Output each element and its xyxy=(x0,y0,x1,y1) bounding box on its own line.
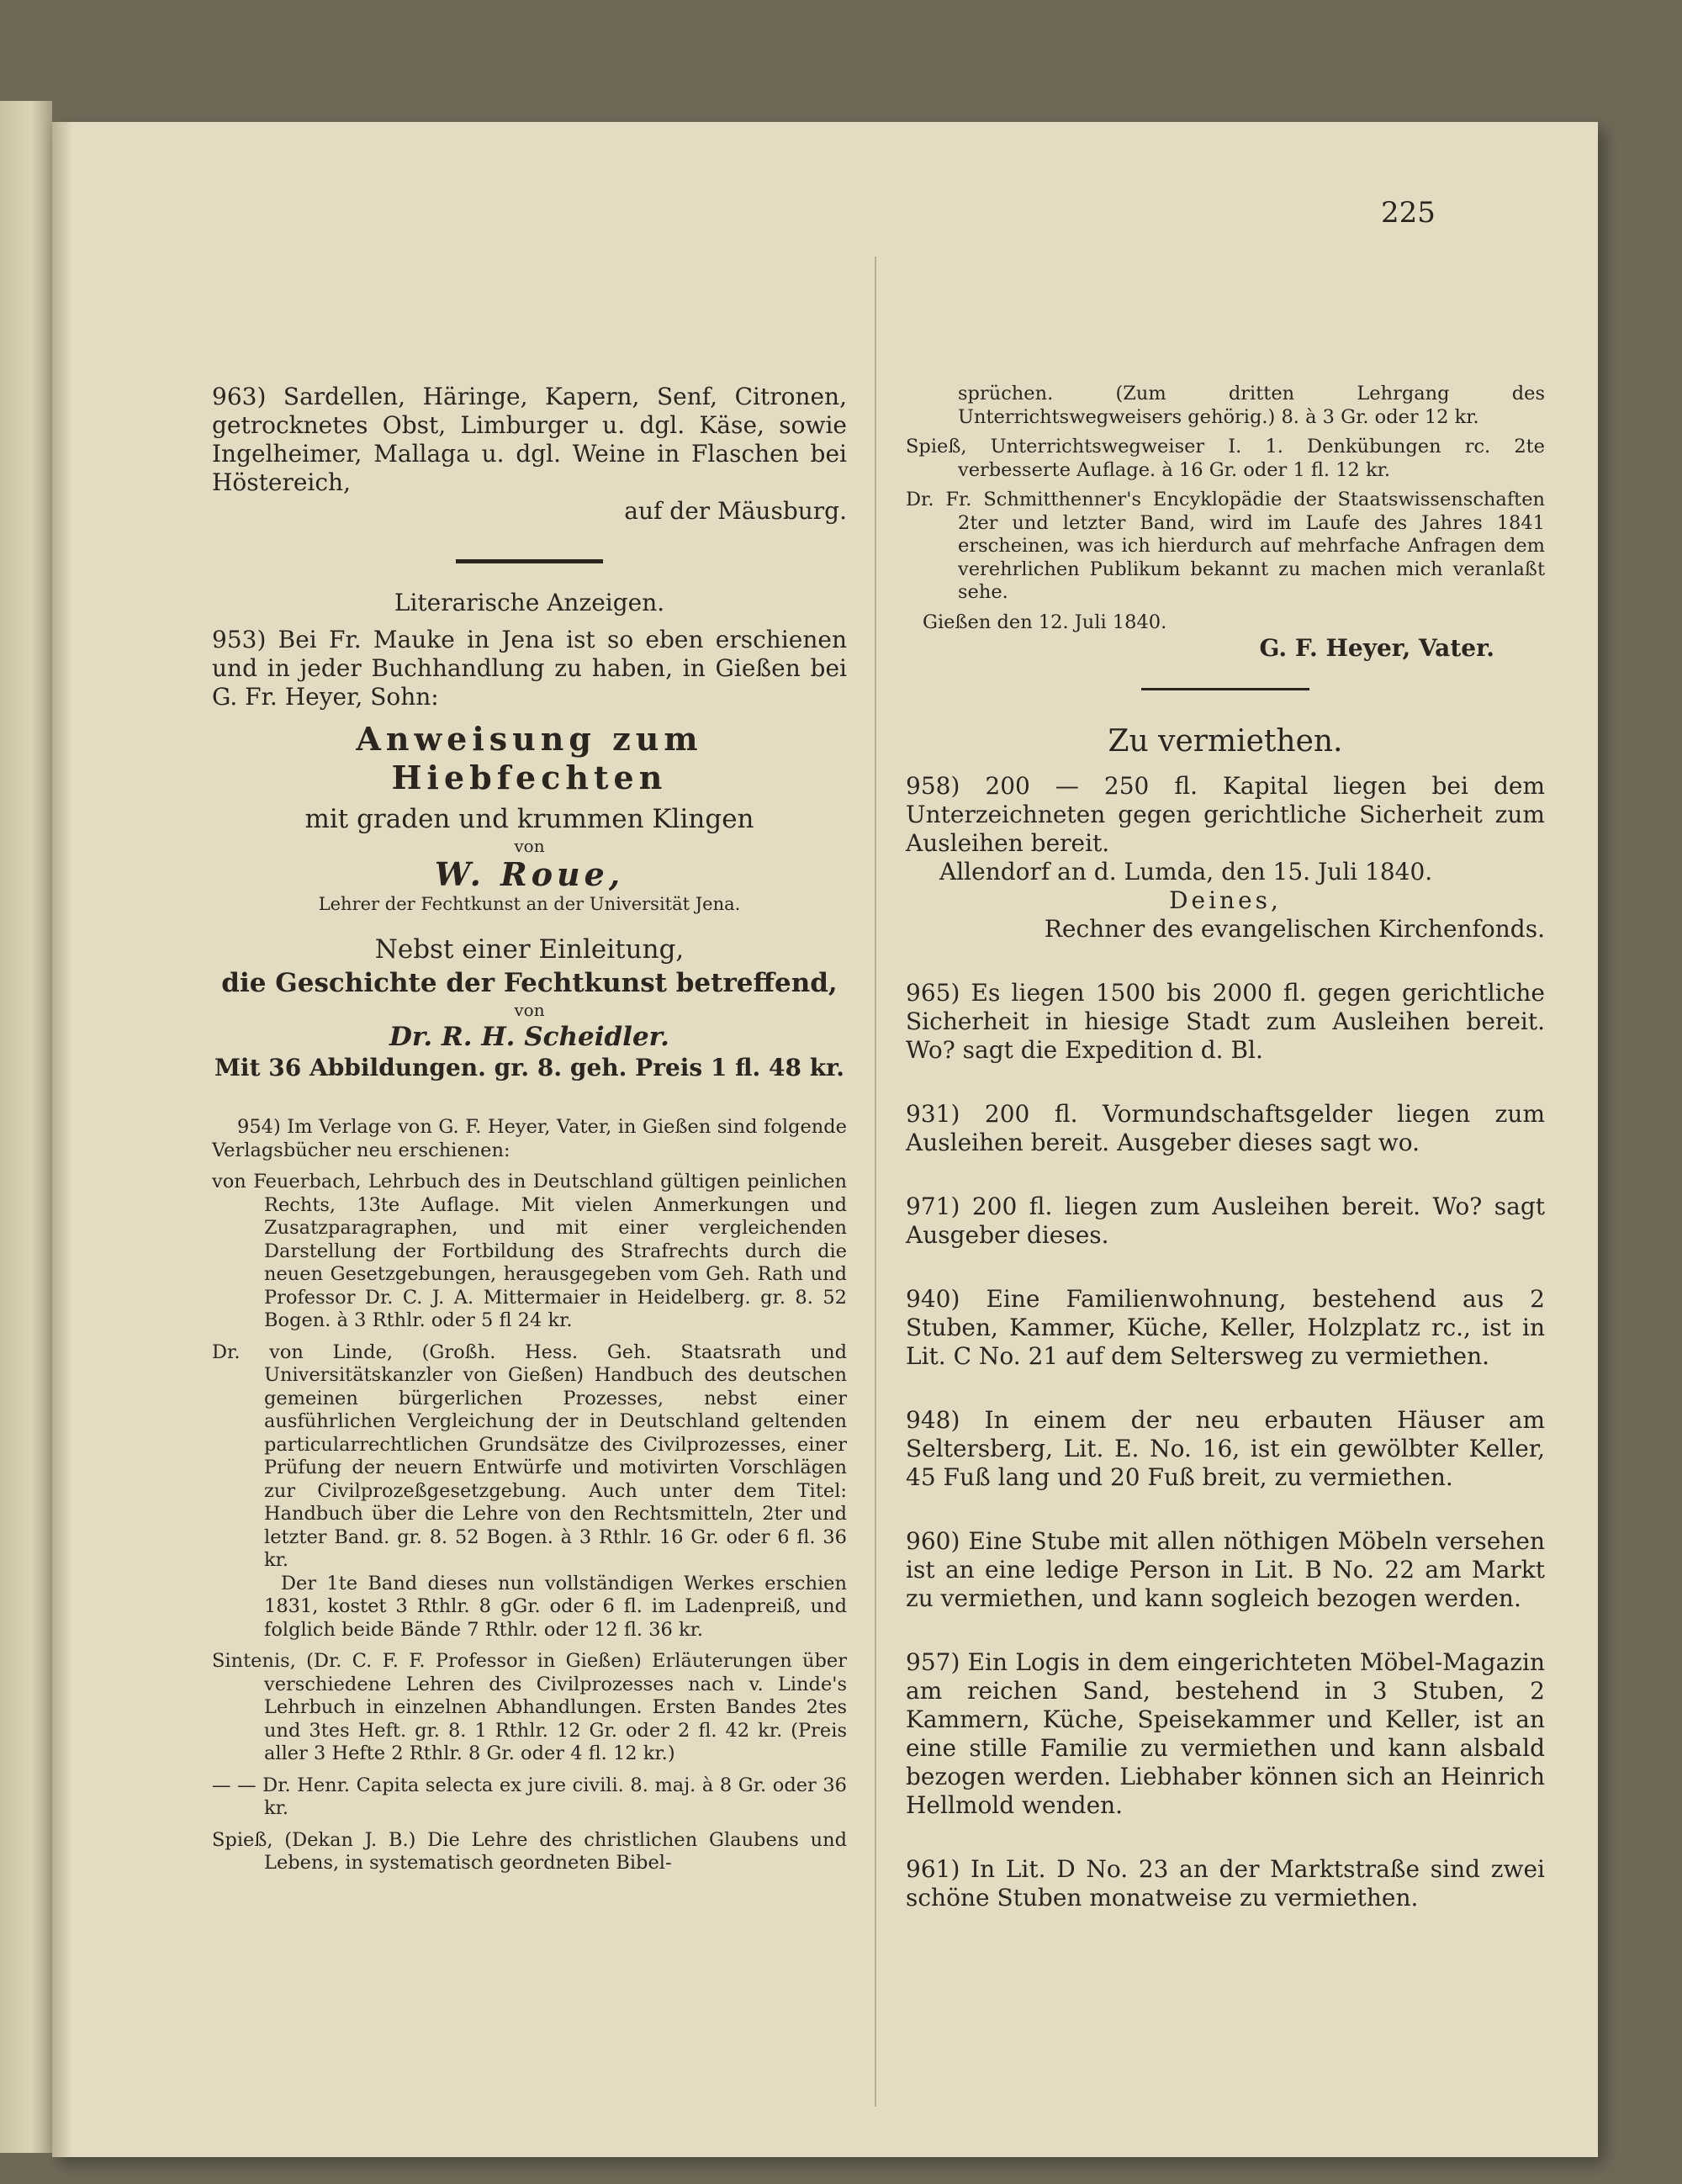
book-linde-note: Der 1te Band dieses nun vollständigen Werkes erschien 1831, kostet 3 Rthlr. 8 gGr. oder 6 fl. im Ladenpreiß, und folglich beide Bände 7 Rthlr. oder 12 fl. 36 kr. xyxy=(264,1572,847,1641)
ad-954-intro: 954) Im Verlage von G. F. Heyer, Vater, in Gießen sind folgende Verlagsbücher neu erschienen: xyxy=(212,1116,847,1161)
ad-940: 940) Eine Familienwohnung, bestehend aus 2 Stuben, Kammer, Küche, Keller, Holzplatz rc., ist in Lit. C No. 21 auf dem Seltersweg zu vermiethen. xyxy=(906,1285,1545,1370)
book-spiess: Spieß, (Dekan J. B.) Die Lehre des christlichen Glaubens und Lebens, in systematisch geordneten Bibel- xyxy=(212,1828,847,1874)
book-author-2: Dr. R. H. Scheidler. xyxy=(389,1022,669,1052)
book-feuerbach: von Feuerbach, Lehrbuch des in Deutschland gültigen peinlichen Rechts, 13te Auflage. Mit vielen Anmerkungen und Zusatzparagraphen, und mit einer vergleichenden Darstellung der Fortbildung des Strafrechts durch die neuen Gesetzgebungen, herausgegeben vom Geh. Rath und Professor Dr. C. J. A. Mittermaier in Heidelberg. gr. 8. 52 Bogen. à 3 Rthlr. oder 5 fl 24 kr. xyxy=(212,1171,847,1331)
von-label-2: von xyxy=(514,1000,545,1020)
book-capita: — — Dr. Henr. Capita selecta ex jure civili. 8. maj. à 8 Gr. oder 36 kr. xyxy=(212,1774,847,1819)
book-subtitle: mit graden und krummen Klingen xyxy=(304,804,754,834)
column-divider xyxy=(875,256,876,2107)
ad-960: 960) Eine Stube mit allen nöthigen Möbeln versehen ist an eine ledige Person in Lit. B No. 22 am Markt zu vermiethen, und kann sogleich bezogen werden. xyxy=(906,1527,1545,1612)
author-role: Lehrer der Fechtkunst an der Universität Jena. xyxy=(318,894,741,914)
book-schmitthenner: Dr. Fr. Schmitthenner's Encyklopädie der Staatswissenschaften 2ter und letzter Band, wird im Laufe des Jahres 1841 erscheinen, was ich hierdurch auf mehrfache Anfragen dem verehrlichen Publikum bekannt zu machen mich veranlaßt sehe. xyxy=(906,489,1545,603)
ad-958-role: Rechner des evangelischen Kirchenfonds. xyxy=(1044,915,1545,943)
book-price: Mit 36 Abbildungen. gr. 8. geh. Preis 1 fl. 48 kr. xyxy=(214,1054,845,1081)
ad-965: 965) Es liegen 1500 bis 2000 fl. gegen gerichtliche Sicherheit in hiesige Stadt zum Ausleihen bereit. Wo? sagt die Expedition d. Bl. xyxy=(906,979,1545,1064)
book-title: Anweisung zum Hiebfechten xyxy=(356,720,703,796)
book-spiess-2: Spieß, Unterrichtswegweiser I. 1. Denkübungen rc. 2te verbesserte Auflage. à 16 Gr. oder 1 fl. 12 kr. xyxy=(906,436,1545,481)
ad-948: 948) In einem der neu erbauten Häuser am Seltersberg, Lit. E. No. 16, ist ein gewölbter Keller, 45 Fuß lang und 20 Fuß breit, zu vermiethen. xyxy=(906,1406,1545,1491)
ad-958-name: Deines, xyxy=(1169,886,1282,914)
ad-963-text: 963) Sardellen, Häringe, Kapern, Senf, Citronen, getrocknetes Obst, Limburger u. dgl. Käse, sowie Ingelheimer, Mallaga u. dgl. Weine in Flaschen bei Höstereich, xyxy=(212,383,847,496)
literary-heading: Literarische Anzeigen. xyxy=(394,589,665,616)
ad-958-place: Allendorf an d. Lumda, den 15. Juli 1840. xyxy=(939,858,1433,886)
heyer-sign: G. F. Heyer, Vater. xyxy=(1259,634,1494,662)
spiess-continued: sprüchen. (Zum dritten Lehrgang des Unterrichtswegweisers gehörig.) 8. à 3 Gr. oder 12 kr. xyxy=(958,383,1545,428)
page-number: 225 xyxy=(1381,196,1436,230)
book-sintenis: Sintenis, (Dr. C. F. F. Professor in Gießen) Erläuterungen über verschiedene Lehren des Civilprozesses nach v. Linde's Lehrbuch in einzelnen Abhandlungen. Ersten Bandes 2tes und 3tes Heft. gr. 8. 1 Rthlr. 12 Gr. oder 2 fl. 42 kr. (Preis aller 3 Hefte 2 Rthlr. 8 Gr. oder 4 fl. 12 kr.) xyxy=(212,1650,847,1764)
book-linde: Dr. von Linde, (Großh. Hess. Geh. Staatsrath und Universitätskanzler von Gießen) Handbuch des deutschen gemeinen bürgerlichen Prozesses, nebst einer ausführlichen Vergleichung der in Deutschland geltenden particularrechtlichen Grundsätze des Civilprozesses, einer Prüfung der neuern Entwürfe und motivirten Vorschlägen zur Civilprozeßgesetzgebung. Auch unter dem Titel: Handbuch über die Lehre von den Rechtsmitteln, 2ter und letzter Band. gr. 8. 52 Bogen. à 3 Rthlr. 16 Gr. oder 6 fl. 36 kr. xyxy=(212,1341,847,1571)
nebst-line: Nebst einer Einleitung, xyxy=(374,934,685,965)
left-column xyxy=(212,240,847,1875)
separator-rule xyxy=(456,559,603,563)
section-zu-vermiethen: Zu vermiethen. xyxy=(1108,724,1343,759)
heyer-date: Gießen den 12. Juli 1840. xyxy=(923,611,1167,633)
book-author: W. Roue, xyxy=(434,855,625,893)
geschichte-line: die Geschichte der Fechtkunst betreffend, xyxy=(221,968,838,998)
ad-963-sign: auf der Mäusburg. xyxy=(624,497,847,525)
ad-931: 931) 200 fl. Vormundschaftsgelder liegen zum Ausleihen bereit. Ausgeber dieses sagt wo. xyxy=(906,1100,1545,1156)
ad-971: 971) 200 fl. liegen zum Ausleihen bereit. Wo? sagt Ausgeber dieses. xyxy=(906,1192,1545,1249)
ad-961: 961) In Lit. D No. 23 an der Marktstraße sind zwei schöne Stuben monatweise zu vermiethen. xyxy=(906,1855,1545,1912)
newspaper-page xyxy=(52,122,1598,2157)
separator-rule-2 xyxy=(1141,688,1309,690)
ad-957: 957) Ein Logis in dem eingerichteten Möbel-Magazin am reichen Sand, bestehend in 3 Stuben, 2 Kammern, Küche, Speisekammer und Keller, ist an eine stille Familie zu vermiethen und kann alsbald bezogen werden. Liebhaber können sich an Heinrich Hellmold wenden. xyxy=(906,1648,1545,1819)
ad-958: 958) 200 — 250 fl. Kapital liegen bei dem Unterzeichneten gegen gerichtliche Sicherheit zum Ausleihen bereit. xyxy=(906,772,1545,857)
page-fold xyxy=(52,122,72,2157)
von-label: von xyxy=(514,836,545,856)
right-column xyxy=(906,240,1545,1912)
facing-page-edge xyxy=(0,101,52,2153)
ad-953-intro: 953) Bei Fr. Mauke in Jena ist so eben erschienen und in jeder Buchhandlung zu haben, in Gießen bei G. Fr. Heyer, Sohn: xyxy=(212,626,847,711)
